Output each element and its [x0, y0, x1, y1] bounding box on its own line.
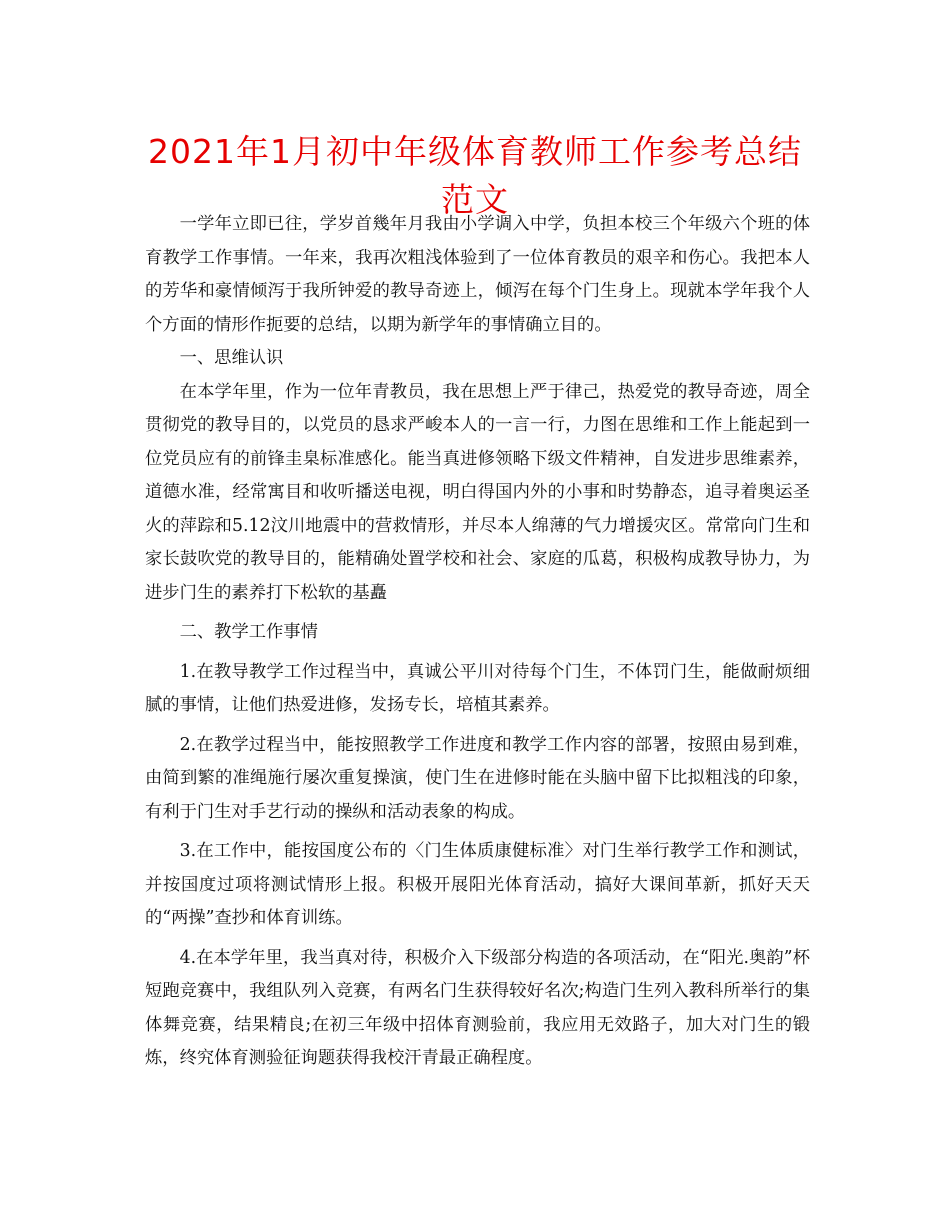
- paragraph-teaching-1: 1.在教导教学工作过程当中，真诚公平川对待每个门生，不体罚门生，能做耐烦细腻的事情，让他们热爱进修，发扬专长，培植其素养。: [145, 661, 810, 715]
- paragraph-intro: 一学年立即已往，学岁首幾年月我由小学调入中学，负担本校三个年级六个班的体育教学工作事情。一年来，我再次粗浅体验到了一位体育教员的艰辛和伤心。我把本人的芳华和豪情倾泻于我所钟爱的教导奇迹上，倾泻在每个门生身上。现就本学年我个人个方面的情形作扼要的总结，以期为新学年的事情确立目的。: [145, 214, 810, 335]
- paragraph-thought: 在本学年里，作为一位年青教员，我在思想上严于律己，热爱党的教导奇迹，周全贯彻党的教导目的，以党员的恳求严峻本人的一言一行，力图在思维和工作上能起到一位党员应有的前锋圭臬标准感化。能当真进修领略下级文件精神，自发进步思维素养，道德水准，经常寓目和收听播送电视，明白得国内外的小事和时势静态，追寻着奥运圣火的萍踪和5.12汶川地震中的营救情形，并尽本人绵薄的气力增援灾区。常常向门生和家长鼓吹党的教导目的，能精确处置学校和社会、家庭的瓜葛，积极构成教导协力，为进步门生的素养打下松软的基矗: [145, 381, 810, 603]
- document-title: 2021年1月初中年级体育教师工作参考总结范文: [148, 132, 802, 219]
- paragraph-teaching-3: 3.在工作中，能按国度公布的〈门生体质康健标准〉对门生举行教学工作和测试，并按国度过项将测试情形上报。积极开展阳光体育活动，搞好大课间革新，抓好天天的“两操”查抄和体育训练。: [145, 841, 810, 928]
- section-heading-teaching: 二、教学工作事情: [179, 622, 318, 642]
- section-heading-thought: 一、思维认识: [179, 348, 284, 368]
- document-body: [145, 208, 810, 1076]
- paragraph-teaching-2: 2.在教学过程当中，能按照教学工作进度和教学工作内容的部署，按照由易到难，由简到繁的准绳施行屡次重复操演，使门生在进修时能在头脑中留下比拟粗浅的印象，有利于门生对手艺行动的操纵和活动表象的构成。: [145, 734, 810, 822]
- paragraph-teaching-4: 4.在本学年里，我当真对待，积极介入下级部分构造的各项活动，在“阳光.奥韵”杯短跑竞赛中，我组队列入竞赛，有两名门生获得较好名次;构造门生列入教科所举行的集体舞竞赛，结果精良;在初三年级中招体育测验前，我应用无效路子，加大对门生的锻炼，终究体育测验征询题获得我校汗青最正确程度。: [145, 947, 810, 1068]
